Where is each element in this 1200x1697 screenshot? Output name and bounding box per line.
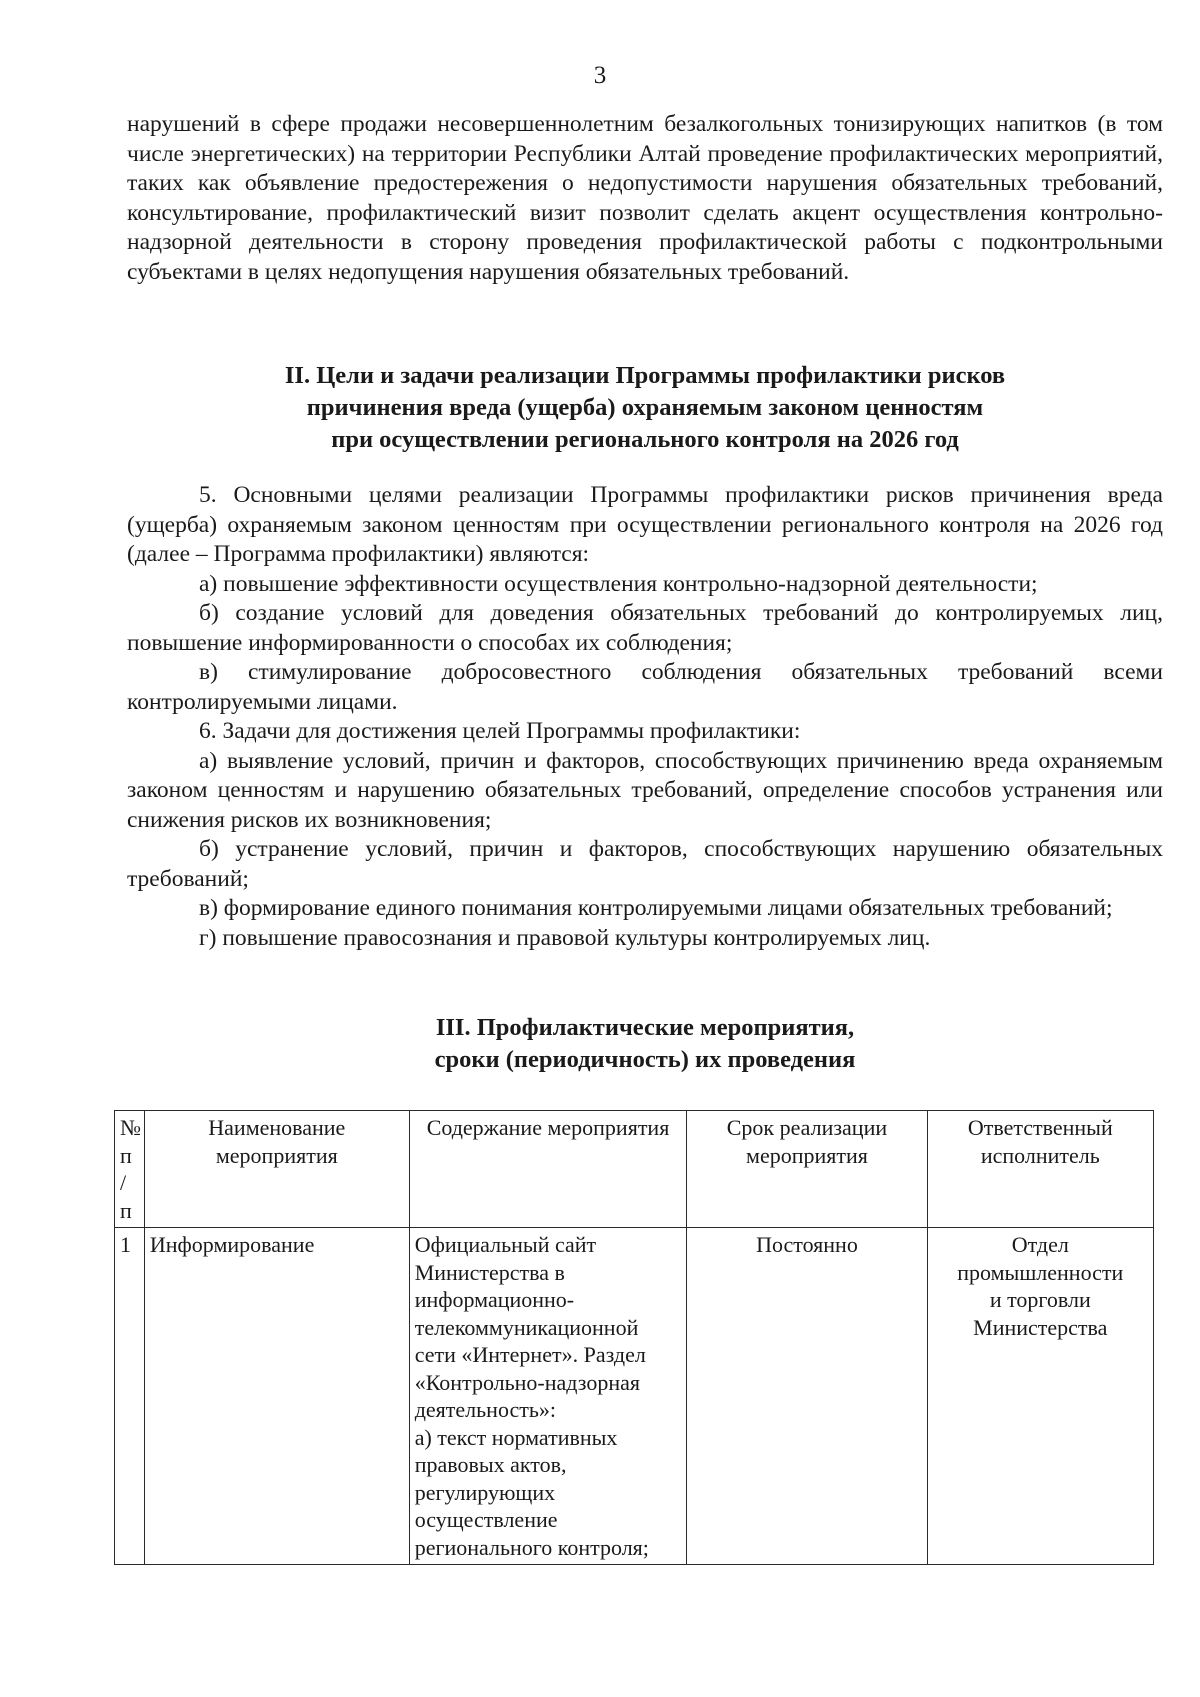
section-3-heading-line: III. Профилактические мероприятия, <box>435 1014 855 1041</box>
section-2-body <box>127 481 1163 953</box>
section-2-heading-line: II. Цели и задачи реализации Программы профилактики рисков <box>284 362 1006 389</box>
header-term: Срок реализации мероприятия <box>687 1111 927 1228</box>
cell-num: 1 <box>115 1228 145 1565</box>
cell-name: Информирование <box>144 1228 409 1565</box>
page-number: 3 <box>593 62 607 89</box>
goal-item-b: б) создание условий для доведения обязательных требований до контролируемых лиц, повышение информированности о способах их соблюдения; <box>127 600 1163 656</box>
section-2-heading-line: при осуществлении регионального контроля на 2026 год <box>331 426 959 453</box>
section-2-heading-line: причинения вреда (ущерба) охраняемым законом ценностям <box>306 394 984 421</box>
section-2-heading <box>127 360 1163 456</box>
header-content: Содержание мероприятия <box>409 1111 687 1228</box>
task-item-d: г) повышение правосознания и правовой культуры контролируемых лиц. <box>199 924 931 951</box>
header-num-line: № <box>120 1115 141 1140</box>
task-item-a: а) выявление условий, причин и факторов, способствующих причинению вреда охраняемым законом ценностям и нарушению обязательных требований, определение способов устранения или снижения рисков их возникновения; <box>127 747 1163 833</box>
cell-responsible-line: и торговли <box>989 1287 1091 1312</box>
header-num-line: / <box>120 1170 127 1195</box>
header-num-line: п <box>120 1197 132 1223</box>
cell-responsible-line: Министерства <box>973 1314 1108 1340</box>
cell-responsible-line: промышленности <box>957 1259 1124 1285</box>
cell-term: Постоянно <box>687 1228 927 1565</box>
goal-item-c: в) стимулирование добросовестного соблюдения обязательных требований всеми контролируемыми лицами. <box>127 659 1163 715</box>
goal-item-a: а) повышение эффективности осуществления контрольно-надзорной деятельности; <box>199 570 1038 597</box>
table-header-row <box>115 1111 1154 1228</box>
task-item-c: в) формирование единого понимания контролируемыми лицами обязательных требований; <box>199 895 1113 921</box>
paragraph-tasks: 6. Задачи для достижения целей Программы профилактики: <box>199 718 801 744</box>
task-item-b: б) устранение условий, причин и факторов, способствующих нарушению обязательных требований; <box>127 836 1163 892</box>
intro-paragraph: нарушений в сфере продажи несовершеннолетним безалкогольных тонизирующих напитков (в том числе энергетических) на территории Республики Алтай проведение профилактических мероприятий, таких как объявление предостережения о недопустимости нарушения обязательных требований, консультирование, профилактический визит позволит сделать акцент осуществления контрольно-надзорной деятельности в сторону проведения профилактической работы с подконтрольными субъектами в целях недопущения нарушения обязательных требований. <box>127 111 1163 285</box>
cell-responsible-line: Отдел <box>1011 1232 1069 1257</box>
measures-table <box>114 1110 1154 1565</box>
header-responsible: Ответственный исполнитель <box>927 1111 1153 1228</box>
table-row <box>115 1228 1154 1565</box>
cell-content <box>409 1228 687 1565</box>
header-num-line: п <box>120 1142 132 1168</box>
header-name: Наименование мероприятия <box>144 1111 409 1228</box>
cell-content-text: Официальный сайт Министерства в информационно-телекоммуникационной сети «Интернет». Раздел «Контрольно-надзорная деятельность»: <box>414 1232 646 1422</box>
cell-content-item: а) текст нормативных правовых актов, регулирующих осуществление регионального контроля; <box>414 1424 649 1560</box>
cell-responsible <box>927 1228 1153 1565</box>
header-num <box>115 1111 145 1228</box>
paragraph-goals: 5. Основными целями реализации Программы профилактики рисков причинения вреда (ущерба) охраняемым законом ценностям при осуществлении регионального контроля на 2026 год (далее – Программа профилактики) являются: <box>127 482 1163 567</box>
section-3-heading-line: сроки (периодичность) их проведения <box>434 1046 856 1073</box>
intro-section <box>127 110 1163 287</box>
section-3-heading <box>127 1012 1163 1076</box>
